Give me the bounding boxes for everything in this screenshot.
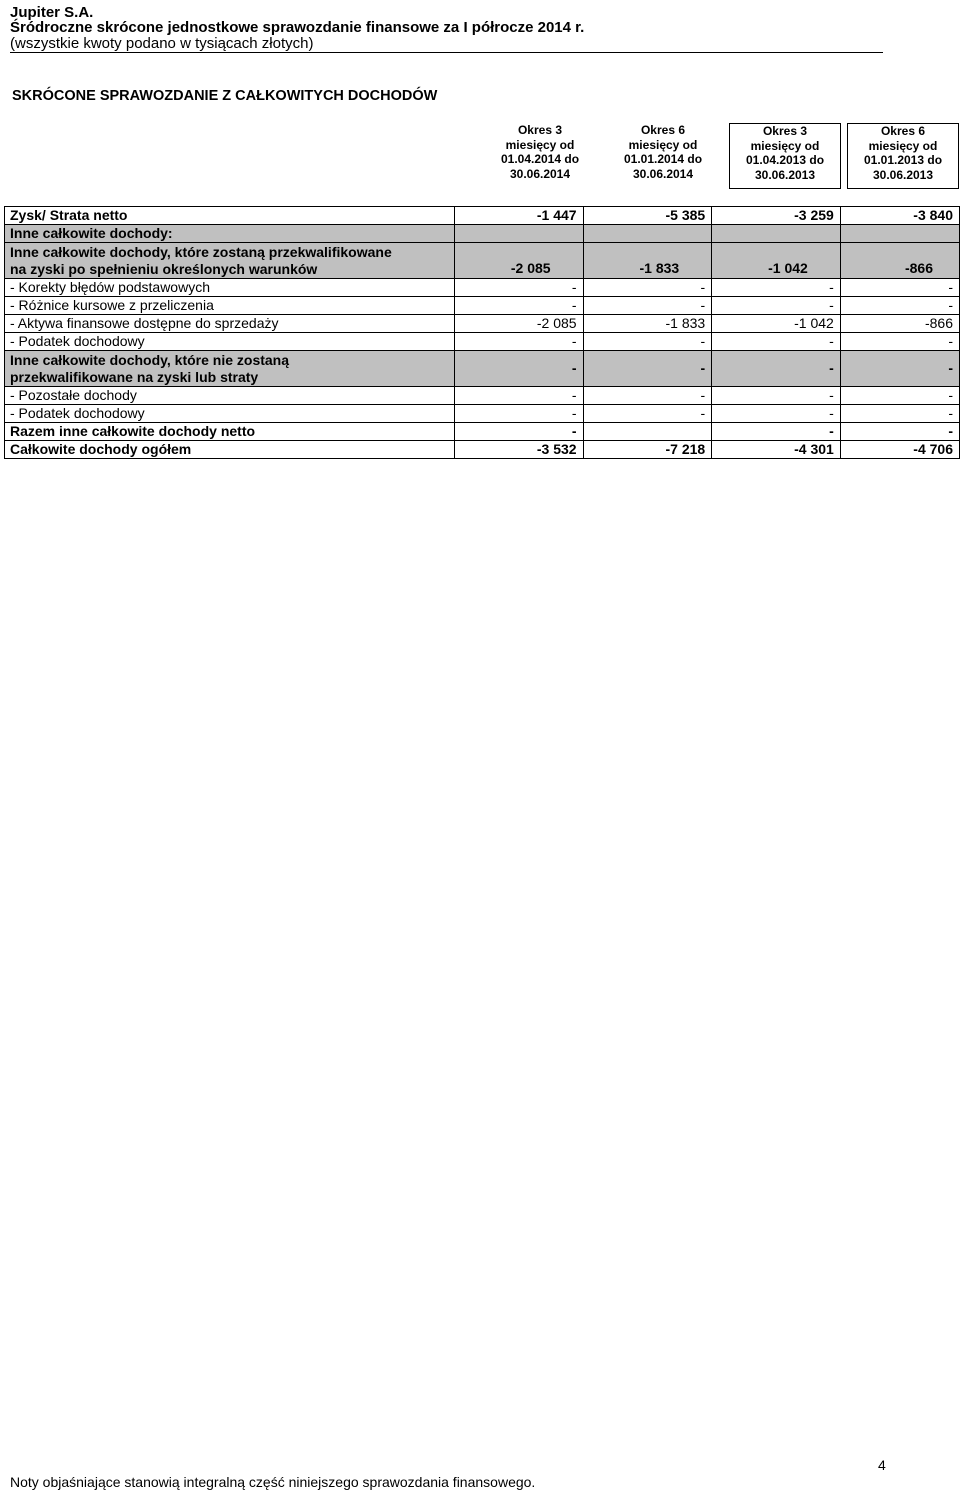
- column-header-4: Okres 6 miesięcy od 01.01.2013 do 30.06.2013: [847, 123, 959, 189]
- column-header-1: Okres 3 miesięcy od 01.04.2014 do 30.06.2014: [500, 123, 580, 181]
- table-row: Inne całkowite dochody:: [5, 225, 960, 243]
- table-row: Całkowite dochody ogółem -3 532 -7 218 -4 301 -4 706: [5, 441, 960, 459]
- table-row: - Różnice kursowe z przeliczenia - - - -: [5, 297, 960, 315]
- table-row: - Podatek dochodowy - - - -: [5, 333, 960, 351]
- income-statement-table: [4, 206, 960, 459]
- company-name: Jupiter S.A.: [10, 4, 94, 21]
- table-row: - Korekty błędów podstawowych - - - -: [5, 279, 960, 297]
- table-row: - Pozostałe dochody - - - -: [5, 387, 960, 405]
- footer-note: Noty objaśniające stanowią integralną część niniejszego sprawozdania finansowego.: [10, 1474, 536, 1490]
- table-row: Razem inne całkowite dochody netto - - -: [5, 423, 960, 441]
- statement-title: SKRÓCONE SPRAWOZDANIE Z CAŁKOWITYCH DOCHODÓW: [12, 88, 438, 104]
- page-number: 4: [878, 1457, 886, 1473]
- table-row: Inne całkowite dochody, które zostaną przekwalifikowane na zyski po spełnieniu określonych warunków -2 085 -1 833 -1 042 -866: [5, 243, 960, 279]
- table-row: - Podatek dochodowy - - - -: [5, 405, 960, 423]
- header-rule: [10, 52, 883, 53]
- amounts-note: (wszystkie kwoty podano w tysiącach złotych): [10, 35, 314, 52]
- report-subtitle: Śródroczne skrócone jednostkowe sprawozdanie finansowe za I półrocze 2014 r.: [10, 19, 585, 36]
- table-row: - Aktywa finansowe dostępne do sprzedaży -2 085 -1 833 -1 042 -866: [5, 315, 960, 333]
- table-row: Zysk/ Strata netto -1 447 -5 385 -3 259 -3 840: [5, 207, 960, 225]
- column-header-2: Okres 6 miesięcy od 01.01.2014 do 30.06.2014: [623, 123, 703, 181]
- column-header-3: Okres 3 miesięcy od 01.04.2013 do 30.06.2013: [729, 123, 841, 189]
- table-row: Inne całkowite dochody, które nie zostaną przekwalifikowane na zyski lub straty - - - -: [5, 351, 960, 387]
